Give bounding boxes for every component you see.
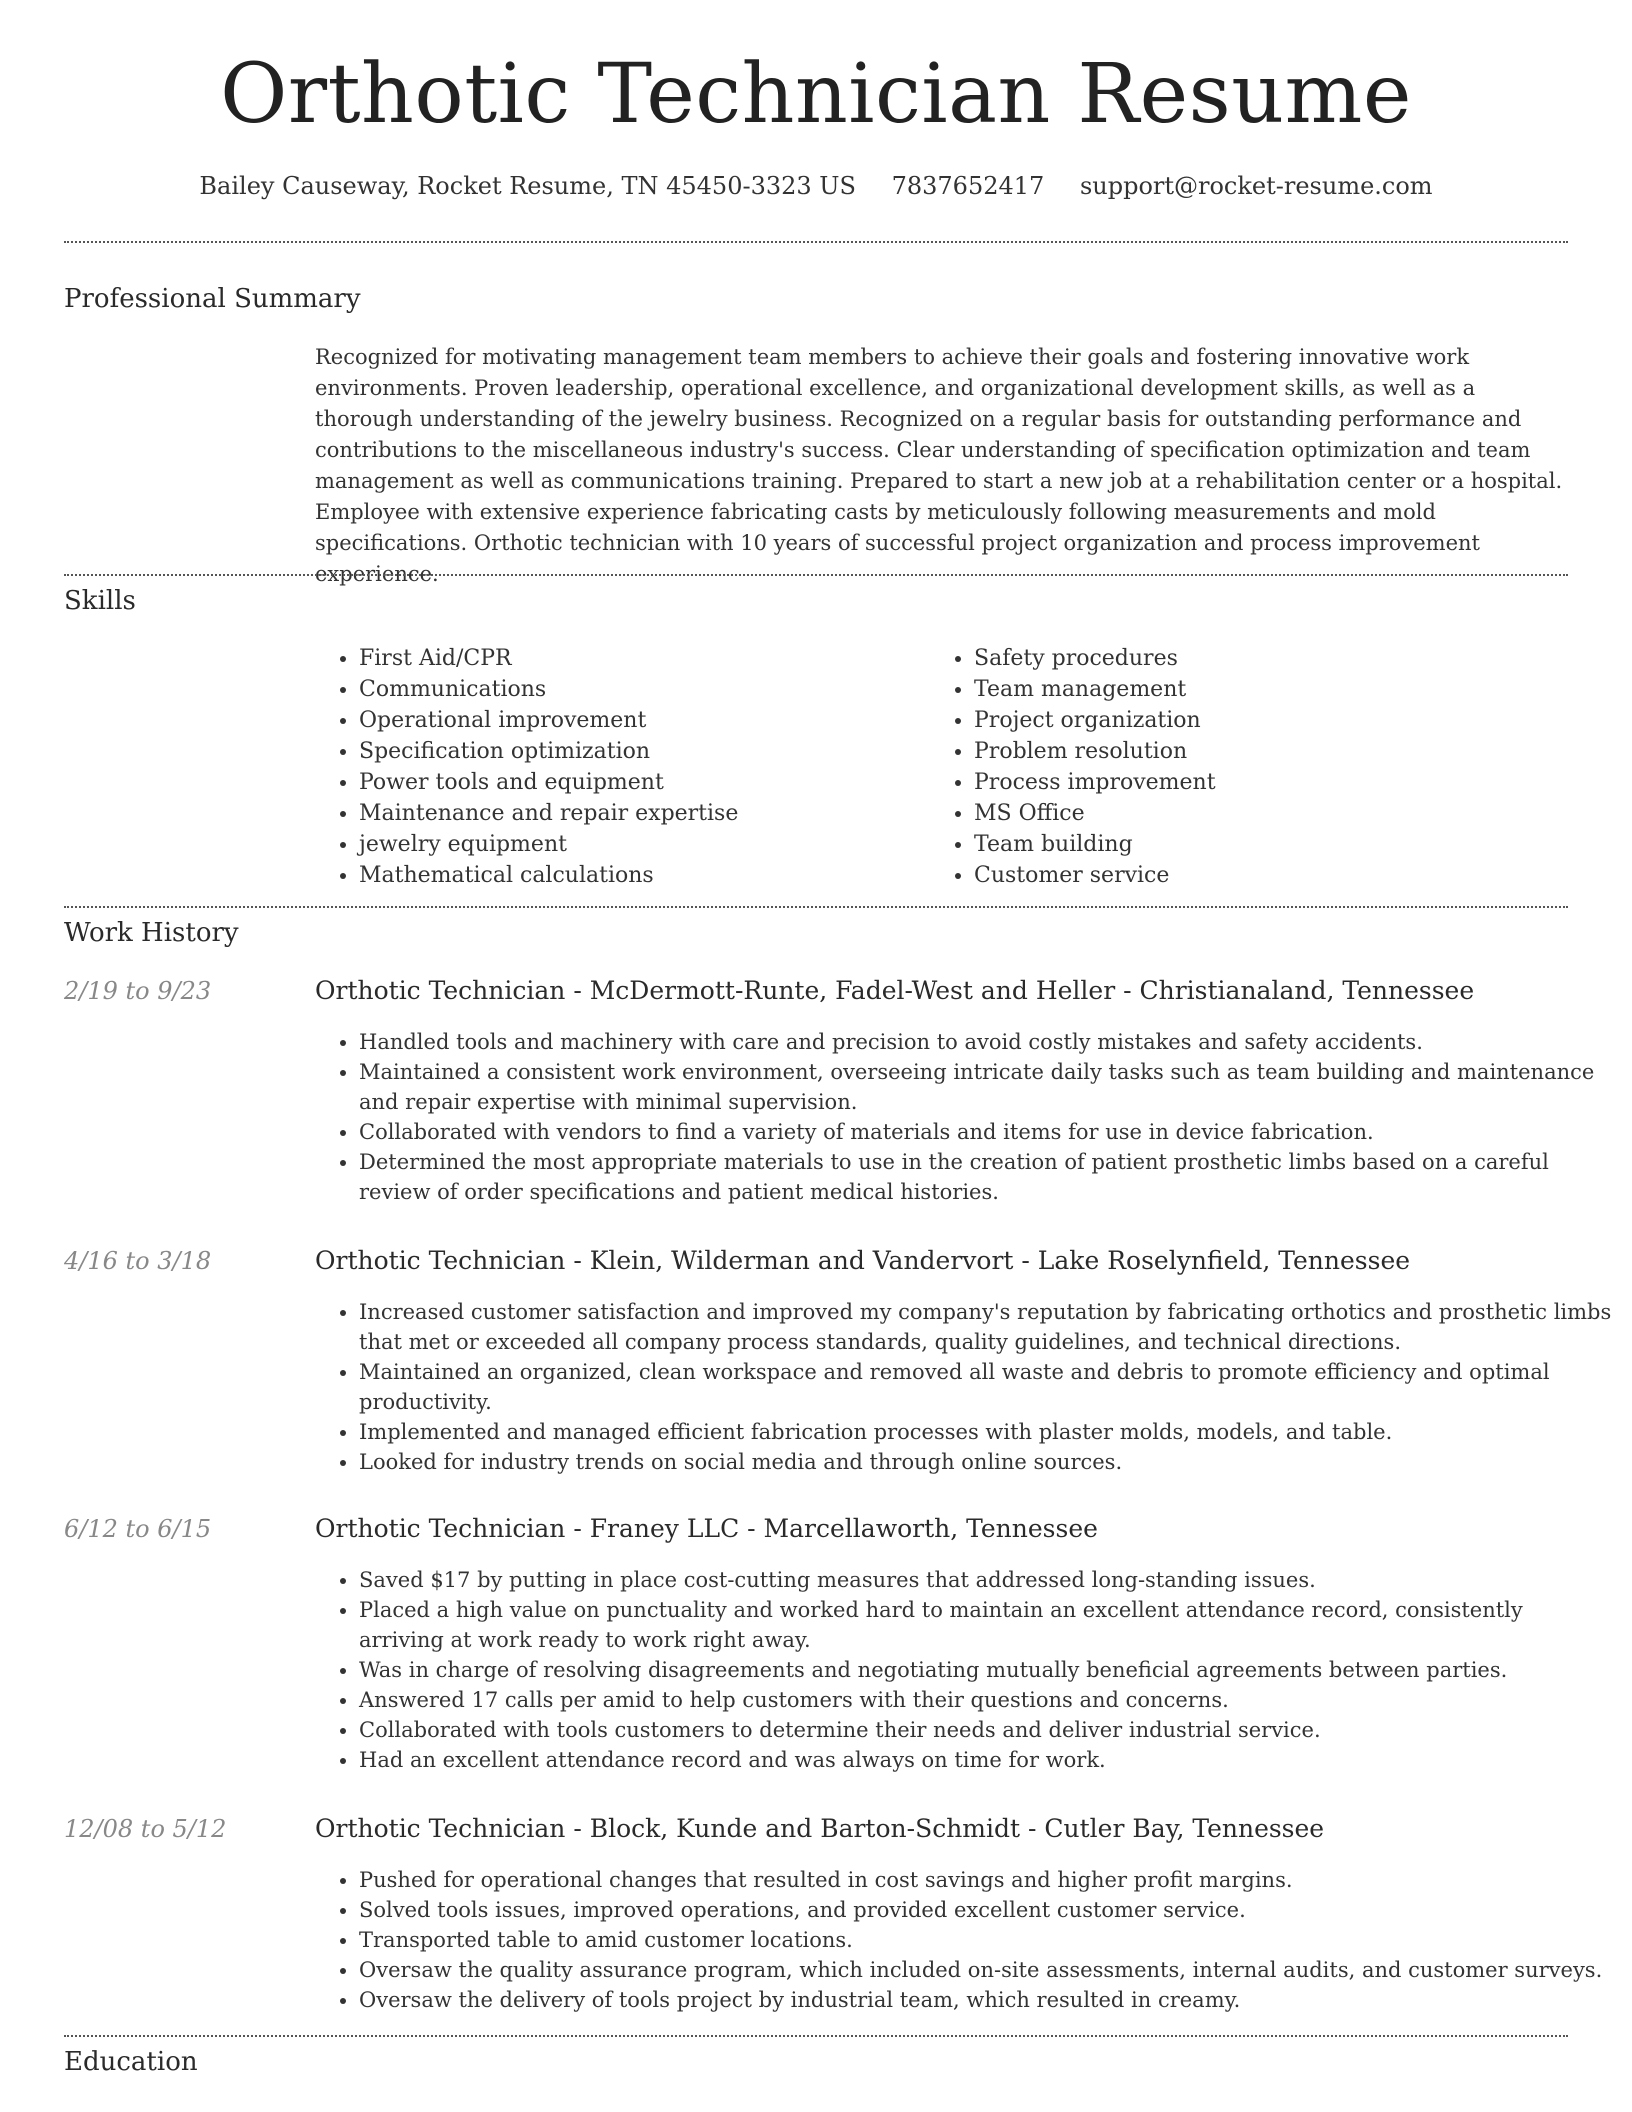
skill-item: • First Aid/CPR (359, 643, 939, 674)
list-item: • Handled tools and machinery with care and precision to avoid costly mistakes and safety accidents. (359, 1027, 1613, 1057)
skill-item: • Mathematical calculations (359, 860, 939, 891)
list-item: • Pushed for operational changes that resulted in cost savings and higher profit margins. (359, 1865, 1613, 1895)
job-title: Orthotic Technician - Franey LLC - Marcellaworth, Tennessee (315, 1514, 1098, 1543)
skill-item: • Power tools and equipment (359, 767, 939, 798)
section-divider (64, 574, 1568, 576)
skill-item: • Operational improvement (359, 705, 939, 736)
summary-text: Recognized for motivating management team members to achieve their goals and fostering innovative work environments. Proven leadership, operational excellence, and organizational development skills, as well as a thorough understanding of the jewelry business. Recognized on a regular basis for outstanding performance and contributions to the miscellaneous industry's success. Clear understanding of specification optimization and team management as well as communications training. Prepared to start a new job at a rehabilitation center or a hospital. Employee with extensive experience fabricating casts by meticulously following measurements and mold specifications. Orthotic technician with 10 years of successful project organization and process improvement experience. (315, 345, 1563, 586)
skill-item: • Communications (359, 674, 939, 705)
skill-item: • jewelry equipment (359, 829, 939, 860)
list-item: • Collaborated with tools customers to determine their needs and deliver industrial service. (359, 1715, 1613, 1745)
list-item: • Was in charge of resolving disagreements and negotiating mutually beneficial agreements between parties. (359, 1655, 1613, 1685)
list-item: • Looked for industry trends on social media and through online sources. (359, 1447, 1613, 1477)
list-item: • Saved $17 by putting in place cost-cutting measures that addressed long-standing issues. (359, 1565, 1613, 1595)
skills-list-right (930, 643, 1554, 891)
skill-item: • Problem resolution (974, 736, 1554, 767)
contact-address: Bailey Causeway, Rocket Resume, TN 45450-3323 US (199, 172, 856, 200)
page-title: Orthotic Technician Resume (220, 47, 1412, 142)
job-bullets (315, 1865, 1613, 2015)
skill-item: • Safety procedures (974, 643, 1554, 674)
list-item: • Collaborated with vendors to find a variety of materials and items for use in device fabrication. (359, 1117, 1613, 1147)
list-item: • Placed a high value on punctuality and worked hard to maintain an excellent attendance record, consistently arriving at work ready to work right away. (359, 1595, 1613, 1655)
skill-item: • Process improvement (974, 767, 1554, 798)
list-item: • Maintained a consistent work environment, overseeing intricate daily tasks such as team building and maintenance and repair expertise with minimal supervision. (359, 1057, 1613, 1117)
skill-item: • MS Office (974, 798, 1554, 829)
list-item: • Transported table to amid customer locations. (359, 1925, 1613, 1955)
contact-email: support@rocket-resume.com (1079, 172, 1433, 200)
skill-item: • Project organization (974, 705, 1554, 736)
skills-list-left (315, 643, 939, 891)
job-date: 6/12 to 6/15 (64, 1515, 212, 1543)
section-divider (64, 241, 1568, 243)
section-divider (64, 906, 1568, 908)
summary-heading: Professional Summary (64, 284, 361, 314)
section-divider (64, 2035, 1568, 2037)
list-item: • Increased customer satisfaction and improved my company's reputation by fabricating orthotics and prosthetic limbs that met or exceeded all company process standards, quality guidelines, and technical directions. (359, 1297, 1613, 1357)
job-title: Orthotic Technician - Block, Kunde and Barton-Schmidt - Cutler Bay, Tennessee (315, 1814, 1325, 1843)
list-item: • Maintained an organized, clean workspace and removed all waste and debris to promote efficiency and optimal productivity. (359, 1357, 1613, 1417)
list-item: • Answered 17 calls per amid to help customers with their questions and concerns. (359, 1685, 1613, 1715)
skill-item: • Specification optimization (359, 736, 939, 767)
skill-item: • Team management (974, 674, 1554, 705)
contact-phone: 7837652417 (891, 172, 1045, 200)
job-bullets (315, 1297, 1613, 1477)
job-title: Orthotic Technician - Klein, Wilderman and Vandervort - Lake Roselynfield, Tennessee (315, 1246, 1411, 1275)
job-title: Orthotic Technician - McDermott-Runte, Fadel-West and Heller - Christianaland, Tennessee (315, 976, 1475, 1005)
skill-item: • Maintenance and repair expertise (359, 798, 939, 829)
job-date: 2/19 to 9/23 (64, 977, 212, 1005)
skill-item: • Customer service (974, 860, 1554, 891)
job-date: 4/16 to 3/18 (64, 1247, 212, 1275)
list-item: • Implemented and managed efficient fabrication processes with plaster molds, models, and table. (359, 1417, 1613, 1447)
education-heading: Education (64, 2047, 198, 2077)
skills-heading: Skills (64, 586, 136, 616)
list-item: • Oversaw the delivery of tools project by industrial team, which resulted in creamy. (359, 1985, 1613, 2015)
contact-line (0, 172, 1632, 200)
list-item: • Solved tools issues, improved operations, and provided excellent customer service. (359, 1895, 1613, 1925)
work-history-heading: Work History (64, 918, 239, 948)
skill-item: • Team building (974, 829, 1554, 860)
list-item: • Determined the most appropriate materials to use in the creation of patient prosthetic limbs based on a careful review of order specifications and patient medical histories. (359, 1147, 1613, 1207)
job-date: 12/08 to 5/12 (64, 1815, 227, 1843)
job-bullets (315, 1027, 1613, 1207)
list-item: • Oversaw the quality assurance program, which included on-site assessments, internal audits, and customer surveys. (359, 1955, 1613, 1985)
job-bullets (315, 1565, 1613, 1775)
list-item: • Had an excellent attendance record and was always on time for work. (359, 1745, 1613, 1775)
